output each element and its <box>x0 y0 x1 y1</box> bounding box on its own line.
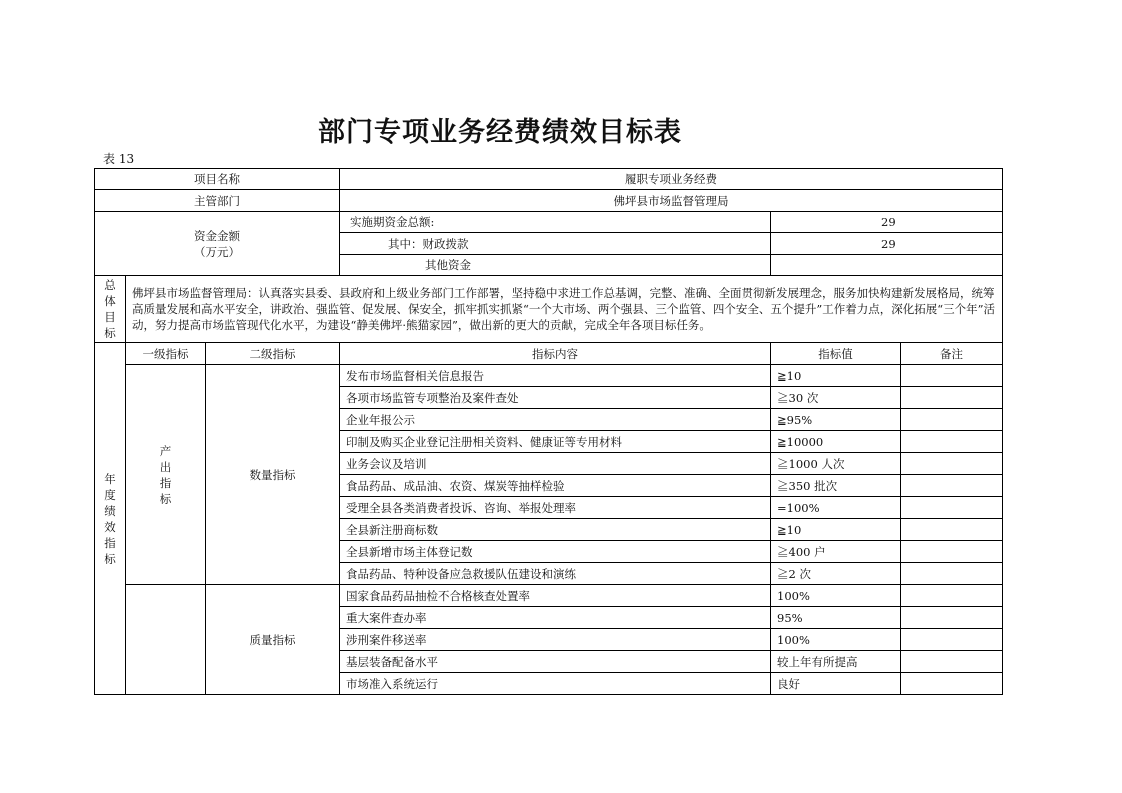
indicator-value: ≧350 批次 <box>771 475 901 497</box>
indicator-note <box>901 497 1003 519</box>
header-note: 备注 <box>901 343 1003 365</box>
indicator-value: =100% <box>771 497 901 519</box>
quality-indicators-label: 质量指标 <box>206 585 340 695</box>
project-name-label: 项目名称 <box>95 169 340 190</box>
indicator-note <box>901 629 1003 651</box>
indicator-value: ≧400 户 <box>771 541 901 563</box>
indicator-content: 食品药品、成品油、农资、煤炭等抽样检验 <box>340 475 771 497</box>
department-value: 佛坪县市场监督管理局 <box>340 190 1003 212</box>
performance-target-table <box>94 168 1003 695</box>
indicator-header-row <box>95 343 1003 365</box>
funds-total-label: 实施期资金总额: <box>340 212 771 233</box>
indicator-note <box>901 365 1003 387</box>
project-row <box>95 169 1003 190</box>
indicator-content: 重大案件查办率 <box>340 607 771 629</box>
quantity-indicators-label: 数量指标 <box>206 365 340 585</box>
output-indicators-label: 产 出 指 标 <box>126 365 206 585</box>
indicator-value: 95% <box>771 607 901 629</box>
funds-total-value: 29 <box>771 212 1003 233</box>
annual-indicators-label: 年 度 绩 效 指 标 <box>95 343 126 695</box>
indicator-row <box>95 585 1003 607</box>
overall-goal-label: 总 体 目 标 <box>95 276 126 343</box>
indicator-content: 业务会议及培训 <box>340 453 771 475</box>
funds-total-row <box>95 212 1003 233</box>
indicator-row <box>95 365 1003 387</box>
indicator-content: 各项市场监管专项整治及案件查处 <box>340 387 771 409</box>
funds-other-label: 其他资金 <box>340 255 771 276</box>
indicator-note <box>901 453 1003 475</box>
project-name-value: 履职专项业务经费 <box>340 169 1003 190</box>
indicator-content: 全县新注册商标数 <box>340 519 771 541</box>
indicator-value: 良好 <box>771 673 901 695</box>
indicator-value: ≧30 次 <box>771 387 901 409</box>
indicator-note <box>901 651 1003 673</box>
funds-unit: （万元） <box>194 244 241 259</box>
indicator-value: 较上年有所提高 <box>771 651 901 673</box>
indicator-content: 食品药品、特种设备应急救援队伍建设和演练 <box>340 563 771 585</box>
indicator-value: ≧1000 人次 <box>771 453 901 475</box>
indicator-note <box>901 607 1003 629</box>
table-number: 表 13 <box>103 152 135 166</box>
indicator-note <box>901 431 1003 453</box>
indicator-note <box>901 541 1003 563</box>
indicator-value: ≧10 <box>771 365 901 387</box>
indicator-content: 国家食品药品抽检不合格核查处置率 <box>340 585 771 607</box>
indicator-content: 企业年报公示 <box>340 409 771 431</box>
indicator-note <box>901 673 1003 695</box>
funds-fiscal-value: 29 <box>771 233 1003 255</box>
indicator-note <box>901 563 1003 585</box>
indicator-note <box>901 519 1003 541</box>
indicator-content: 发布市场监督相关信息报告 <box>340 365 771 387</box>
page-title: 部门专项业务经费绩效目标表 <box>318 117 682 148</box>
indicator-value: 100% <box>771 629 901 651</box>
header-value: 指标值 <box>771 343 901 365</box>
indicator-content: 受理全县各类消费者投诉、咨询、举报处理率 <box>340 497 771 519</box>
department-row <box>95 190 1003 212</box>
indicator-content: 市场准入系统运行 <box>340 673 771 695</box>
indicator-value: ≧10000 <box>771 431 901 453</box>
indicator-note <box>901 409 1003 431</box>
header-level1: 一级指标 <box>126 343 206 365</box>
indicator-content: 全县新增市场主体登记数 <box>340 541 771 563</box>
header-content: 指标内容 <box>340 343 771 365</box>
header-level2: 二级指标 <box>206 343 340 365</box>
funds-fiscal-label: 其中：财政拨款 <box>340 233 771 255</box>
indicator-content: 印制及购买企业登记注册相关资料、健康证等专用材料 <box>340 431 771 453</box>
funds-label: 资金金额 <box>194 228 241 243</box>
indicator-value: 100% <box>771 585 901 607</box>
overall-goal-text: 佛坪县市场监督管理局：认真落实县委、县政府和上级业务部门工作部署，坚持稳中求进工作总基调，完整、准确、全面贯彻新发展理念，服务加快构建新发展格局，统筹高质量发展和高水平安全，讲政治、强监管、促发展、保安全，抓牢抓实抓紧“一个大市场、两个强县、三个监管、四个安全、五个提升”工作着力点，深化拓展“三个年”活动，努力提高市场监管现代化水平，为建设“静美佛坪·熊猫家园”，做出新的更大的贡献，完成全年各项目标任务。 <box>126 276 1003 343</box>
indicator-note <box>901 475 1003 497</box>
indicator-note <box>901 585 1003 607</box>
department-label: 主管部门 <box>95 190 340 212</box>
indicator-note <box>901 387 1003 409</box>
indicator-content: 涉刑案件移送率 <box>340 629 771 651</box>
indicator-content: 基层装备配备水平 <box>340 651 771 673</box>
funds-label-cell <box>95 212 340 276</box>
overall-goal-row <box>95 276 1003 343</box>
indicator-value: ≧2 次 <box>771 563 901 585</box>
indicator-value: ≧10 <box>771 519 901 541</box>
indicator-value: ≧95% <box>771 409 901 431</box>
funds-other-value <box>771 255 1003 276</box>
level1-blank <box>126 585 206 695</box>
